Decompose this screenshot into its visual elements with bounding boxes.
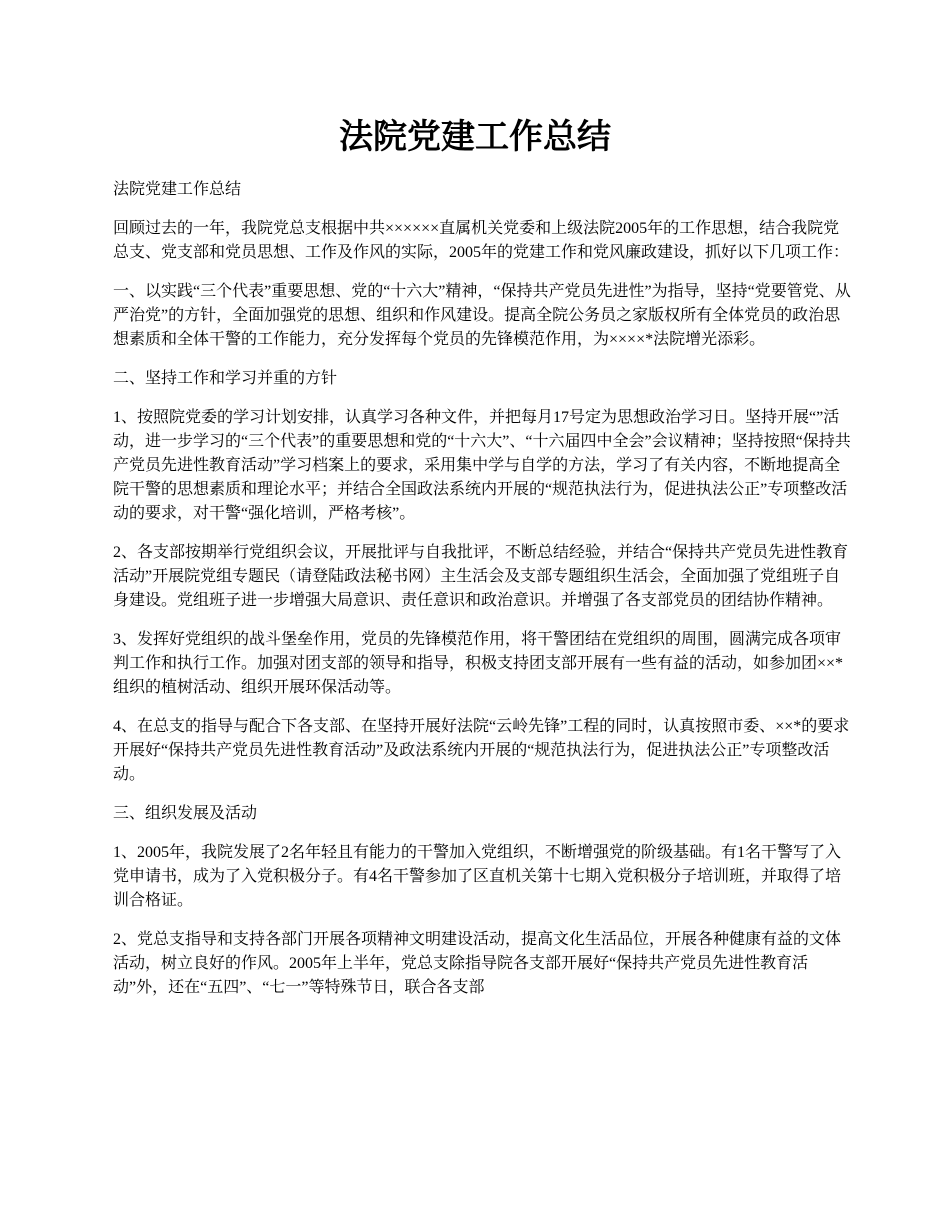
paragraph-subtitle: 法院党建工作总结: [113, 181, 242, 198]
paragraph-2-1: 1、按照院党委的学习计划安排，认真学习各种文件，并把每月17号定为思想政治学习日。坚持开展“”活动，进一步学习的“三个代表”的重要思想和党的“十六大”、“十六届四中全会”会议精神；坚持按照“保持共产党员先进性教育活动”学习档案上的要求，采用集中学与自学的方法，学习了有关内容，不断地提高全院干警的思想素质和理论水平；并结合全国政法系统内开展的“规范执法行为，促进执法公正”专项整改活动的要求，对干警“强化培训，严格考核”。: [113, 409, 851, 522]
paragraph-section-1: 一、以实践“三个代表”重要思想、党的“十六大”精神，“保持共产党员先进性”为指导，坚持“党要管党、从严治党”的方针，全面加强党的思想、组织和作风建设。提高全院公务员之家版权所有全体党员的政治思想素质和全体干警的工作能力，充分发挥每个党员的先锋模范作用，为××××*法院增光添彩。: [113, 283, 851, 348]
paragraph-3-1: 1、2005年，我院发展了2名年轻且有能力的干警加入党组织，不断增强党的阶级基础。有1名干警写了入党申请书，成为了入党积极分子。有4名干警参加了区直机关第十七期入党积极分子培训班，并取得了培训合格证。: [113, 844, 842, 909]
paragraph-2-4: 4、在总支的指导与配合下各支部、在坚持开展好法院“云岭先锋”工程的同时，认真按照市委、××*的要求开展好“保持共产党员先进性教育活动”及政法系统内开展的“规范执法行为，促进执法公正”专项整改活动。: [113, 718, 850, 783]
paragraph-2-3: 3、发挥好党组织的战斗堡垒作用，党员的先锋模范作用，将干警团结在党组织的周围，圆满完成各项审判工作和执行工作。加强对团支部的领导和指导，积极支持团支部开展有一些有益的活动，如参加团××*组织的植树活动、组织开展环保活动等。: [113, 631, 844, 696]
paragraph-intro: 回顾过去的一年，我院党总支根据中共××××××直属机关党委和上级法院2005年的工作思想，结合我院党总支、党支部和党员思想、工作及作风的实际，2005年的党建工作和党风廉政建设，抓好以下几项工作：: [113, 220, 850, 261]
document-body: [113, 178, 853, 1015]
paragraph-3-2: 2、党总支指导和支持各部门开展各项精神文明建设活动，提高文化生活品位，开展各种健康有益的文体活动，树立良好的作风。2005年上半年，党总支除指导院各支部开展好“保持共产党员先进性教育活动”外，还在“五四”、“七一”等特殊节日，联合各支部: [113, 931, 842, 996]
section-heading-2: 二、坚持工作和学习并重的方针: [113, 370, 338, 387]
section-heading-3: 三、组织发展及活动: [113, 805, 258, 822]
paragraph-2-2: 2、各支部按期举行党组织会议，开展批评与自我批评，不断总结经验，并结合“保持共产党员先进性教育活动”开展院党组专题民（请登陆政法秘书网）主生活会及支部专题组织生活会，全面加强了党组班子自身建设。党组班子进一步增强大局意识、责任意识和政治意识。并增强了各支部党员的团结协作精神。: [113, 544, 849, 609]
page-title: 法院党建工作总结: [339, 117, 611, 157]
